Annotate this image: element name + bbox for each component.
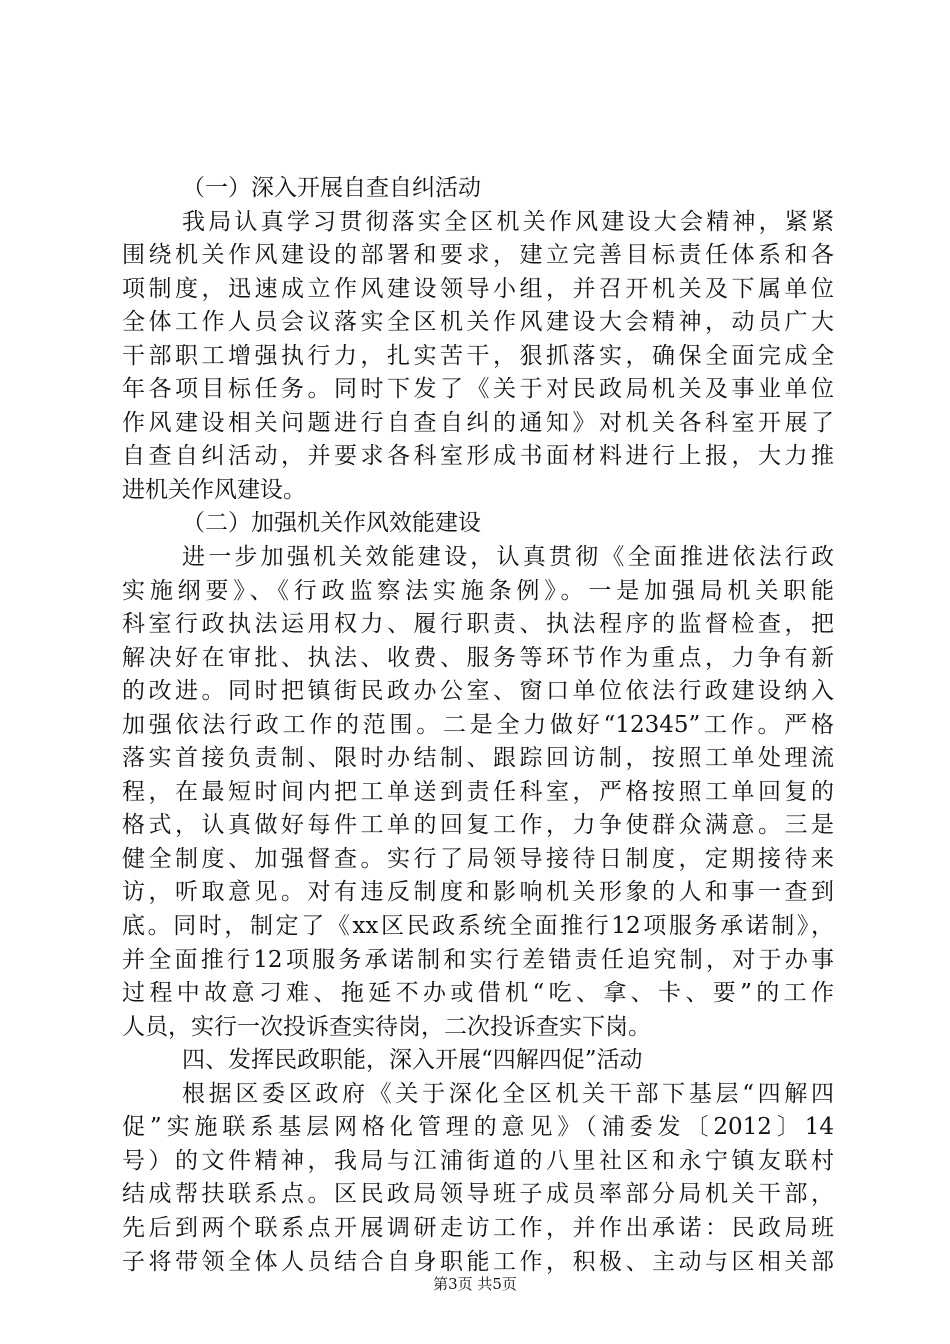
paragraph-line: 格式，认真做好每件工单的回复工作，力争使群众满意。三是: [122, 812, 834, 839]
paragraph-line: 号）的文件精神，我局与江浦街道的八里社区和永宁镇友联村: [122, 1147, 834, 1174]
paragraph-line: 结成帮扶联系点。区民政局领导班子成员率部分局机关干部，: [122, 1181, 834, 1208]
section-heading-2: （二）加强机关作风效能建设: [182, 510, 481, 537]
paragraph-line: 解决好在审批、执法、收费、服务等环节作为重点，力争有新: [122, 644, 834, 671]
paragraph-line: 的改进。同时把镇街民政办公室、窗口单位依法行政建设纳入: [122, 678, 834, 705]
paragraph-line: 干部职工增强执行力，扎实苦干，狠抓落实，确保全面完成全: [122, 342, 834, 369]
paragraph-line: 人员，实行一次投诉查实待岗，二次投诉查实下岗。: [122, 1013, 651, 1040]
paragraph-line: 全体工作人员会议落实全区机关作风建设大会精神，动员广大: [122, 309, 834, 336]
paragraph-line: 过程中故意刁难、拖延不办或借机“吃、拿、卡、要”的工作: [122, 980, 834, 1007]
section-heading-1: （一）深入开展自查自纠活动: [182, 175, 481, 201]
paragraph-line: 落实首接负责制、限时办结制、跟踪回访制，按照工单处理流: [122, 745, 834, 772]
paragraph-line: 并全面推行12项服务承诺制和实行差错责任追究制，对于办事: [122, 946, 834, 973]
paragraph-line: 围绕机关作风建设的部署和要求，建立完善目标责任体系和各: [122, 242, 834, 269]
paragraph-line: 我局认真学习贯彻落实全区机关作风建设大会精神，紧紧: [182, 208, 834, 235]
paragraph-line: 进一步加强机关效能建设，认真贯彻《全面推进依法行政: [182, 544, 834, 571]
paragraph-line: 底。同时，制定了《xx区民政系统全面推行12项服务承诺制》，: [122, 913, 834, 940]
paragraph-line: 程，在最短时间内把工单送到责任科室，严格按照工单回复的: [122, 778, 834, 805]
paragraph-line: 加强依法行政工作的范围。二是全力做好“12345”工作。严格: [122, 711, 834, 738]
paragraph-line: 健全制度、加强督查。实行了局领导接待日制度，定期接待来: [122, 845, 834, 872]
document-body: [122, 172, 834, 1279]
page-number: 第3页 共5页: [433, 1275, 517, 1293]
paragraph-line: 实施纲要》、《行政监察法实施条例》。一是加强局机关职能: [122, 577, 834, 604]
paragraph-line: 科室行政执法运用权力、履行职责、执法程序的监督检查，把: [122, 611, 834, 638]
paragraph-line: 根据区委区政府《关于深化全区机关干部下基层“四解四: [182, 1080, 834, 1107]
section-heading-4: 四、发挥民政职能，深入开展“四解四促”活动: [182, 1047, 643, 1074]
paragraph-line: 作风建设相关问题进行自查自纠的通知》对机关各科室开展了: [122, 409, 834, 436]
paragraph-line: 自查自纠活动，并要求各科室形成书面材料进行上报，大力推: [122, 443, 834, 470]
paragraph-line: 子将带领全体人员结合自身职能工作，积极、主动与区相关部: [122, 1248, 834, 1275]
page-footer: [0, 1274, 950, 1294]
paragraph-line: 进机关作风建设。: [122, 476, 306, 503]
paragraph-line: 项制度，迅速成立作风建设领导小组，并召开机关及下属单位: [122, 275, 834, 302]
paragraph-line: 先后到两个联系点开展调研走访工作，并作出承诺：民政局班: [122, 1214, 834, 1241]
paragraph-line: 访，听取意见。对有违反制度和影响机关形象的人和事一查到: [122, 879, 834, 906]
paragraph-line: 年各项目标任务。同时下发了《关于对民政局机关及事业单位: [122, 376, 834, 403]
paragraph-line: 促”实施联系基层网格化管理的意见》（浦委发〔2012〕14: [122, 1114, 834, 1141]
